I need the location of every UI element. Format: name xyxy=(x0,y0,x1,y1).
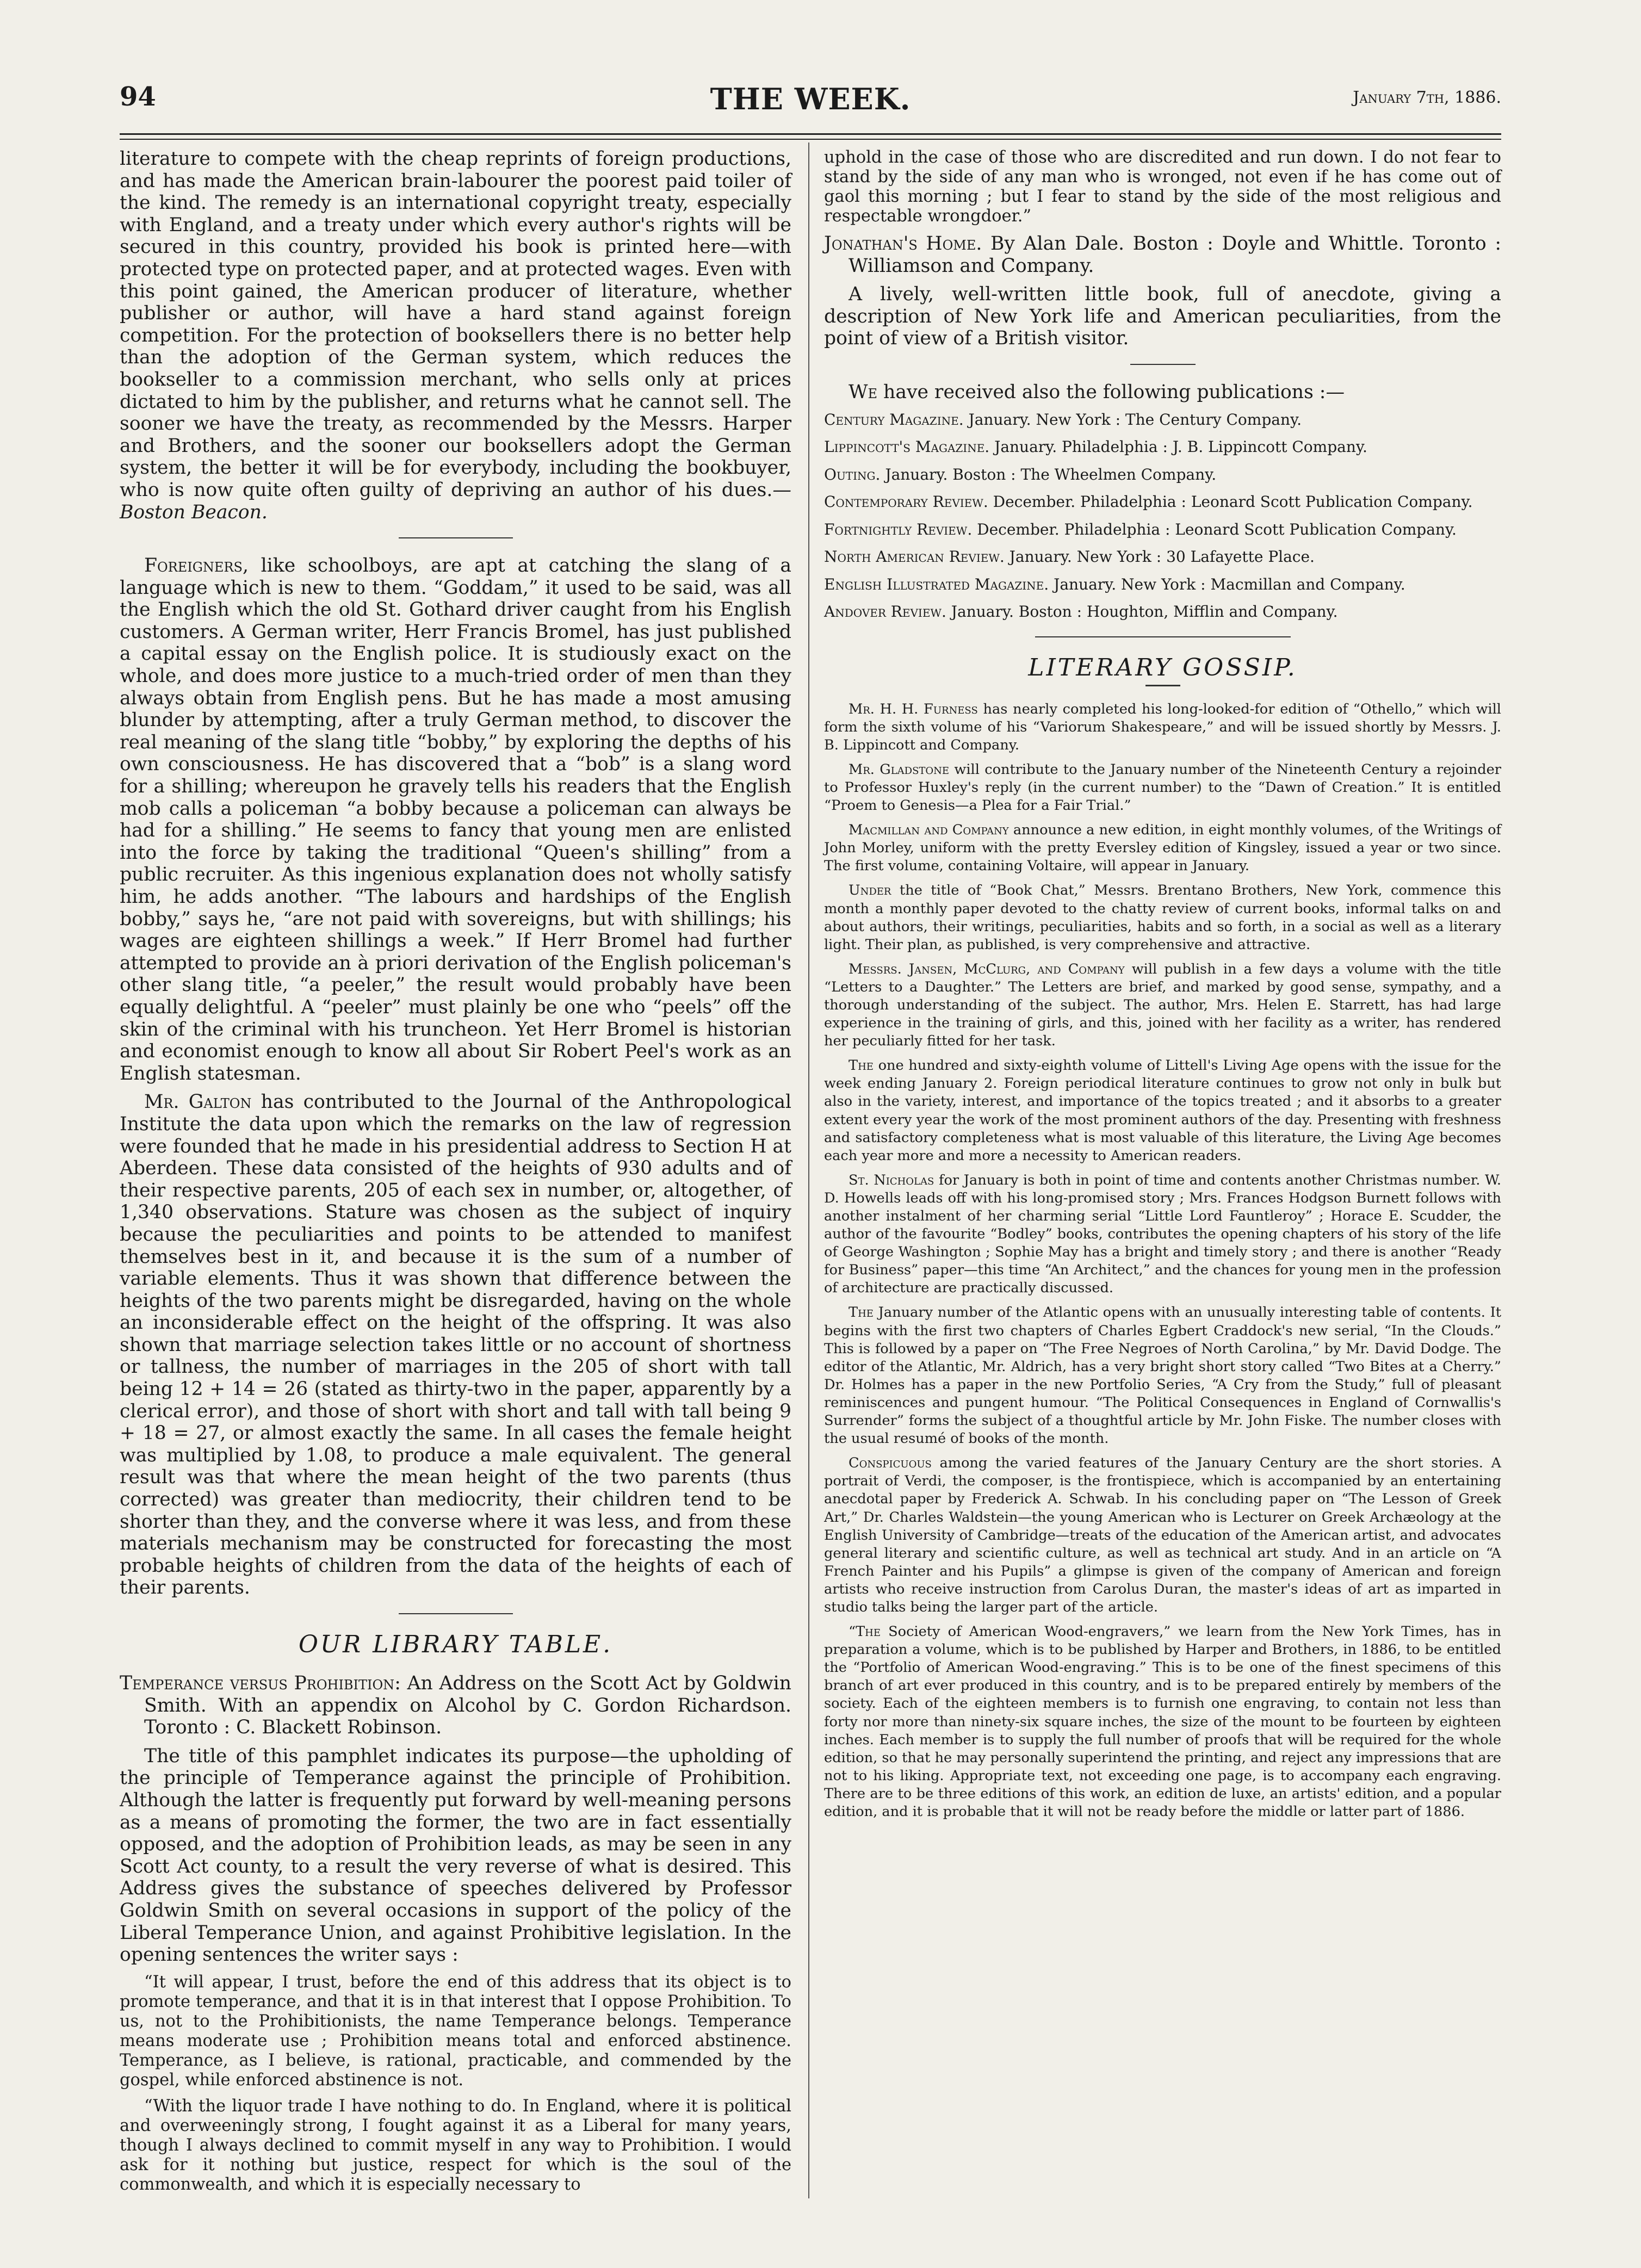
literary-gossip-heading: LITERARY GOSSIP. xyxy=(1028,653,1297,681)
publication-name: English Illustrated Magazine. xyxy=(824,575,1049,593)
temperance-review: The title of this pamphlet indicates its purpose—the upholding of the principle of Temperance against the principle of Prohibition. Although the latter is frequently put forward by well-meaning persons as a means of promoting the former, the two are in fact essentially opposed, and the adoption of Prohibition leads, as may be seen in any Scott Act county, to a result the very reverse of what is desired. This Address gives the substance of speeches delivered by Professor Goldwin Smith on several occasions in support of the policy of the Liberal Temperance Union, and against Prohibitive legislation. In the opening sentences the writer says : xyxy=(120,1745,791,1966)
publication-item xyxy=(824,547,1501,567)
gossip-item xyxy=(824,882,1501,953)
gossip-text: for January is both in point of time and contents another Christmas number. W. D. Howells leads off with his long-promised story ; Mrs. Frances Hodgson Burnett follows with another instalment of her charming serial “Little Lord Fauntleroy” ; Horace E. Scudder, the author of the favourite “Bodley” books, contributes the opening chapters of his story of the life of George Washington ; Sophie May has a bright and timely story ; and there is another “Ready for Business” paper—this time “An Architect,” and the chances for young men in the profession of architecture are practically discussed. xyxy=(824,1172,1502,1297)
gossip-item xyxy=(824,1304,1501,1448)
jonathan-entry xyxy=(824,233,1501,277)
gossip-item xyxy=(824,821,1501,875)
gossip-text: has nearly completed his long-looked-for edition of “Othello,” which will form the sixth volume of his “Variorum Shakespeare,” and will be issued shortly by Messrs. J. B. Lippincott and Company. xyxy=(824,701,1501,753)
publication-name: Outing. xyxy=(824,465,881,484)
section-rule xyxy=(1130,364,1196,365)
beacon-excerpt xyxy=(120,148,791,523)
received-text: have received also the following publications :— xyxy=(877,381,1345,403)
left-column xyxy=(120,148,791,2201)
gossip-lead: Conspicuous xyxy=(849,1455,932,1472)
jonathan-entry-lead: Jonathan's Home. xyxy=(824,233,982,255)
column-divider xyxy=(808,142,809,2198)
gossip-text: January number of the Atlantic opens with an unusually interesting table of contents. It begins with the first two chapters of Charles Egbert Craddock's new serial, “In the Clouds.” This is followed by a paper on “The Free Negroes of North Carolina,” by Mr. David Dodge. The editor of the Atlantic, Mr. Aldrich, has a very bright short story called “Two Bites at a Cherry.” Dr. Holmes has a paper in the new Portfolio Series, “A Cry from the Study,” full of pleasant reminiscences and pungent humour. “The Political Consequences in England of Cornwallis's Surrender” forms the subject of a thoughtful article by Mr. John Fiske. The number closes with the usual resumé of books of the month. xyxy=(824,1304,1501,1447)
section-rule xyxy=(399,1613,513,1614)
publication-detail: January. Boston : Houghton, Mifflin and Company. xyxy=(946,603,1338,621)
header-rule-double xyxy=(120,139,1501,140)
gossip-item xyxy=(824,1172,1501,1298)
gossip-item xyxy=(824,1623,1501,1821)
publication-detail: December. Philadelphia : Leonard Scott Publication Company. xyxy=(972,520,1457,538)
gossip-item xyxy=(824,701,1501,754)
gossip-lead: Macmillan and Company xyxy=(849,822,1009,839)
publication-detail: December. Philadelphia : Leonard Scott Publication Company. xyxy=(988,493,1473,511)
library-table-heading: OUR LIBRARY TABLE. xyxy=(298,1631,613,1658)
publication-item xyxy=(824,520,1501,540)
section-rule xyxy=(1035,636,1291,637)
publication-item xyxy=(824,575,1501,595)
gossip-item xyxy=(824,1454,1501,1616)
publication-detail: January. Boston : The Wheelmen Company. xyxy=(880,465,1217,484)
section-rule xyxy=(399,537,513,538)
publication-name: Andover Review. xyxy=(824,603,946,621)
gossip-text: among the varied features of the January Century are the short stories. A portrait of Verdi, the composer, is the frontispiece, which is accompanied by an entertaining anecdotal paper by Frederick A. Schwab. In his concluding paper on “The Lesson of Greek Art,” Dr. Charles Waldstein—the young American who is Lecturer on Greek Archæology at the English University of Cambridge—treats of the education of the American artist, and advocates general literary and scientific culture, as well as technical art study. And in an article on “A French Painter and his Pupils” a glimpse is given of the company of American and foreign artists who receive instruction from Carolus Duran, the master's ideas of art as imparted in studio talks being the larger part of the article. xyxy=(824,1455,1501,1615)
galton-text: has contributed to the Journal of the Anthropological Institute the data upon which the remarks on the law of regression were founded that he made in his presidential address to Section H at Aberdeen. These data consisted of the heights of 930 adults and of their respective parents, 205 of each sex in number, or, altogether, of 1,340 observations. Stature was chosen as the subject of inquiry because the peculiarities and points to be attended to manifest themselves best in it, and because it is the sum of a number of variable elements. Thus it was shown that difference between the heights of the two parents might be disregarded, having on the whole an inconsiderable effect on the height of the offspring. It was also shown that marriage selection takes little or no account of shortness or tallness, the number of marriages in the 205 of short with tall being 12 + 14 = 26 (stated as thirty-two in the paper, apparently by a clerical error), and those of short with short and tall with tall being 9 + 18 = 27, or almost exactly the same. In all cases the female height was multiplied by 1.08, to produce a male equivalent. The general result was that where the mean height of the two parents (thus corrected) was greater than mediocrity, their children tend to be shorter than they, and the converse where it was less, and from these materials mechanism may be constructed for forecasting the most probable heights of children from the data of the heights of each of their parents. xyxy=(120,1091,792,1599)
publication-item xyxy=(824,410,1501,430)
temperance-entry-text: : An Address on the Scott Act by Goldwin Smith. With an appendix on Alcohol by C. Gordon Richardson. Toronto : C. Blackett Robinson. xyxy=(144,1672,791,1739)
publication-name: Fortnightly Review. xyxy=(824,520,973,538)
header-rule xyxy=(120,133,1501,135)
foreigners-text: , like schoolboys, are apt at catching the slang of a language which is new to them. “Goddam,” it used to be said, was all the English which the old St. Gothard driver caught from his English customers. A German writer, Herr Francis Bromel, has just published a capital essay on the English police. It is studiously exact on the whole, and does more justice to a much-tried order of men than they always obtain from English pens. But he has made a most amusing blunder by attempting, after a truly German method, to discover the real meaning of the slang title “bobby,” by exploring the depths of his own consciousness. He has discovered that a “bob” is a slang word for a shilling; whereupon he gravely tells his readers that the English mob calls a policeman “a bobby because a policeman can always be had for a shilling.” He seems to fancy that young men are enlisted into the force by taking the traditional “Queen's shilling” from a public recruiter. As this ingenious explanation does not wholly satisfy him, he adds another. “The labours and hardships of the English bobby,” says he, “are not paid with sovereigns, but with shillings; his wages are eighteen shillings a week.” If Herr Bromel had further attempted to provide an à priori derivation of the English policeman's other slang title, “a peeler,” the result would probably have been equally delightful. A “peeler” must plainly be one who “peels” off the skin of the criminal with his truncheon. Yet Herr Bromel is historian and economist enough to know all about Sir Robert Peel's work as an English statesman. xyxy=(120,555,791,1085)
publication-name: Lippincott's Magazine. xyxy=(824,438,990,456)
foreigners-paragraph xyxy=(120,555,791,1085)
right-column xyxy=(824,148,1501,1827)
publication-name: North American Review. xyxy=(824,548,1005,566)
gossip-lead: Mr. H. H. Furness xyxy=(849,701,978,717)
jonathan-entry-text: By Alan Dale. Boston : Doyle and Whittle. Toronto : Williamson and Company. xyxy=(849,233,1501,277)
temperance-quote-1: “It will appear, I trust, before the end of this address that its object is to promote temperance, and that it is in that interest that I oppose Prohibition. To us, not to the Prohibitionists, the name Temperance belongs. Temperance means moderate use ; Prohibition means total and enforced abstinence. Temperance, as I believe, is rational, practicable, and commended by the gospel, while enforced abstinence is not. xyxy=(120,1972,791,2090)
issue-date: January 7th, 1886. xyxy=(1353,88,1501,107)
temperance-entry xyxy=(120,1672,791,1739)
gossip-lead: Under xyxy=(849,882,891,899)
gossip-text: will publish in a few days a volume with the title “Letters to a Daughter.” The Letters are brief, and marked by good sense, sympathy, and a thorough understanding of the subject. The author, Mrs. Helen E. Starrett, has had large experience in the training of girls, and this, joined with her facility as a writer, has rendered her peculiarly fitted for her task. xyxy=(824,961,1501,1050)
temperance-quote-2: “With the liquor trade I have nothing to do. In England, where it is political and overweeningly strong, I fought against it as a Liberal for many years, though I always declined to commit myself in any way to Prohibition. I would ask for it nothing but justice, respect for which is the soul of the commonwealth, and which it is especially necessary to xyxy=(120,2096,791,2194)
publication-detail: January. New York : Macmillan and Company. xyxy=(1049,575,1405,593)
publication-detail: January. Philadelphia : J. B. Lippincott Company. xyxy=(989,438,1367,456)
publication-item xyxy=(824,492,1501,512)
gossip-item xyxy=(824,1057,1501,1165)
publication-detail: January. New York : The Century Company. xyxy=(963,410,1302,429)
page-header xyxy=(120,82,1501,131)
galton-paragraph xyxy=(120,1091,791,1599)
masthead-title: THE WEEK. xyxy=(710,82,911,116)
publication-item xyxy=(824,465,1501,485)
jonathan-review: A lively, well-written little book, full of anecdote, giving a description of New York life and American peculiarities, from the point of view of a British visitor. xyxy=(824,283,1501,350)
gossip-lead: The xyxy=(849,1304,874,1321)
gossip-lead: St. Nicholas xyxy=(849,1172,934,1188)
received-intro xyxy=(824,381,1501,404)
temperance-entry-lead: Temperance versus Prohibition xyxy=(120,1672,395,1694)
gossip-lead: The xyxy=(849,1057,874,1074)
gossip-lead: Mr. Gladstone xyxy=(849,761,950,778)
page-number: 94 xyxy=(120,82,156,112)
temperance-quote-continued: uphold in the case of those who are discredited and run down. I do not fear to stand by the side of any man who is wronged, not even if he has come out of gaol this morning ; but I fear to stand by the side of the most religious and respectable wrongdoer.” xyxy=(824,148,1501,226)
foreigners-lead: Foreigners xyxy=(144,555,243,577)
galton-lead: Mr. Galton xyxy=(144,1091,252,1113)
heading-rule xyxy=(1145,685,1180,686)
gossip-list xyxy=(824,701,1501,1821)
received-lead: We xyxy=(849,381,878,403)
gossip-lead: Messrs. Jansen, McClurg, and Company xyxy=(849,961,1125,977)
publication-item xyxy=(824,437,1501,457)
gossip-text: will contribute to the January number of the Nineteenth Century a rejoinder to Professor Huxley's reply (in the current number) to the “Dawn of Creation.” It is entitled “Proem to Genesis—a Plea for a Fair Trial.” xyxy=(824,761,1501,814)
publication-name: Contemporary Review. xyxy=(824,493,988,511)
beacon-source: —Boston Beacon. xyxy=(120,479,791,523)
gossip-lead: “The xyxy=(849,1623,881,1640)
publication-detail: January. New York : 30 Lafayette Place. xyxy=(1004,548,1315,566)
gossip-item xyxy=(824,761,1501,815)
gossip-item xyxy=(824,961,1501,1050)
publications-list xyxy=(824,410,1501,622)
gossip-text: Society of American Wood-engravers,” we learn from the New York Times, has in preparation a volume, which is to be published by Harper and Brothers, in 1886, to be entitled the “Portfolio of American Wood-engraving.” This is to be one of the finest specimens of this branch of art ever produced in this country, and is to be prepared entirely by members of the society. Each of the eighteen members is to furnish one engraving, to contain not less than forty nor more than ninety-six square inches, the size of the mount to be fourteen by eighteen inches. Each member is to supply the full number of proofs that will be required for the whole edition, so that he may personally superintend the printing, and reject any impressions that are not to his liking. Appropriate text, not exceeding one page, is to accompany each engraving. There are to be three editions of this work, an edition de luxe, an artists' edition, and a popular edition, and it is probable that it will not be ready before the middle or latter part of 1886. xyxy=(824,1623,1501,1820)
gossip-text: one hundred and sixty-eighth volume of Littell's Living Age opens with the issue for the week ending January 2. Foreign periodical literature continues to grow not only in bulk but also in the variety, interest, and importance of the topics treated ; and it absorbs to a greater extent every year the work of the most prominent authors of the day. Presenting with freshness and satisfactory completeness what is most valuable of this literature, the Living Age becomes each year more and more a necessity to American readers. xyxy=(824,1057,1501,1164)
publication-item xyxy=(824,602,1501,622)
gossip-text: announce a new edition, in eight monthly volumes, of the Writings of John Morley, uniform with the pretty Eversley edition of Kingsley, issued a year or two since. The first volume, containing Voltaire, will appear in January. xyxy=(824,822,1501,875)
publication-name: Century Magazine. xyxy=(824,410,964,429)
beacon-text: literature to compete with the cheap reprints of foreign productions, and has made the American brain-labourer the poorest paid toiler of the kind. The remedy is an international copyright treaty, especially with England, and a treaty under which every author's rights will be secured in this country, provided his book is printed here—with protected type on protected paper, and at protected wages. Even with this point gained, the American producer of literature, whether publisher or author, will have a hard stand against foreign competition. For the protection of booksellers there is no better help than the adoption of the German system, which reduces the bookseller to a commission merchant, who sells only at prices dictated to him by the publisher, and returns what he cannot sell. The sooner we have the treaty, as recommended by the Messrs. Harper and Brothers, and the sooner our booksellers adopt the German system, the better it will be for everybody, including the bookbuyer, who is now quite often guilty of depriving an author of his dues. xyxy=(120,148,791,501)
gossip-text: the title of “Book Chat,” Messrs. Brentano Brothers, New York, commence this month a monthly paper devoted to the chatty review of current books, informal talks on and about authors, their writings, peculiarities, habits and so forth, in a social as well as a literary light. Their plan, as published, is very comprehensive and attractive. xyxy=(824,882,1501,953)
